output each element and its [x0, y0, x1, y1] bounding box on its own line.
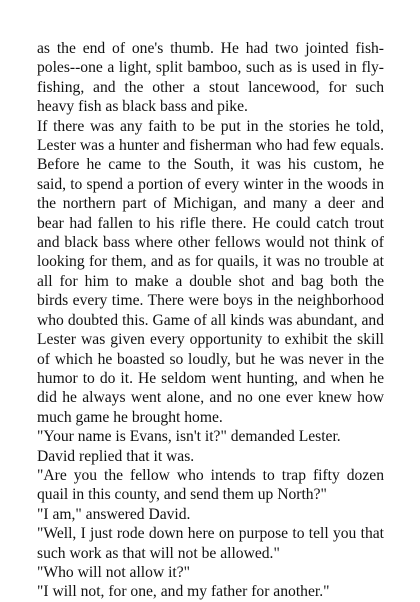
paragraph-lester-hunter: If there was any faith to be put in the stories he told, Lester was a hunter and fisherman who had few equals. Before he came to the South, it was his custom, he said, to spend a portion of every winter in the woods in the northern part of Michigan, and many a deer and bear had fallen to his rifle there. He could catch trout and black bass where other fellows would not think of looking for them, and as for quails, it was no trouble at all for him to make a double shot and bag both the birds every time. There were boys in the neighborhood who doubted this. Game of all kinds was abundant, and Lester was given every opportunity to exhibit the skill of which he boasted so loudly, but he was never in the humor to do it. He seldom went hunting, and when he did he always went alone, and no one ever knew how much game he brought home.	[37, 117, 384, 426]
book-page	[37, 39, 384, 602]
dialogue-line-evans: "Your name is Evans, isn't it?" demanded Lester.	[37, 428, 341, 446]
dialogue-line-not-allowed: "Well, I just rode down here on purpose to tell you that such work as that will not be allowed."	[37, 525, 384, 562]
paragraph-fish-poles: as the end of one's thumb. He had two jointed fish-poles--one a light, split bamboo, such as is used in fly-fishing, and the other a stout lancewood, for such heavy fish as black bass and pike.	[37, 40, 384, 116]
dialogue-line-quail: "Are you the fellow who intends to trap fifty dozen quail in this county, and send them up North?"	[37, 466, 384, 504]
dialogue-line-who: "Who will not allow it?"	[37, 563, 191, 581]
dialogue-line-i-am: "I am," answered David.	[37, 505, 191, 523]
narration-line-david-replied: David replied that it was.	[37, 447, 195, 465]
dialogue-line-father: "I will not, for one, and my father for another."	[37, 583, 330, 601]
